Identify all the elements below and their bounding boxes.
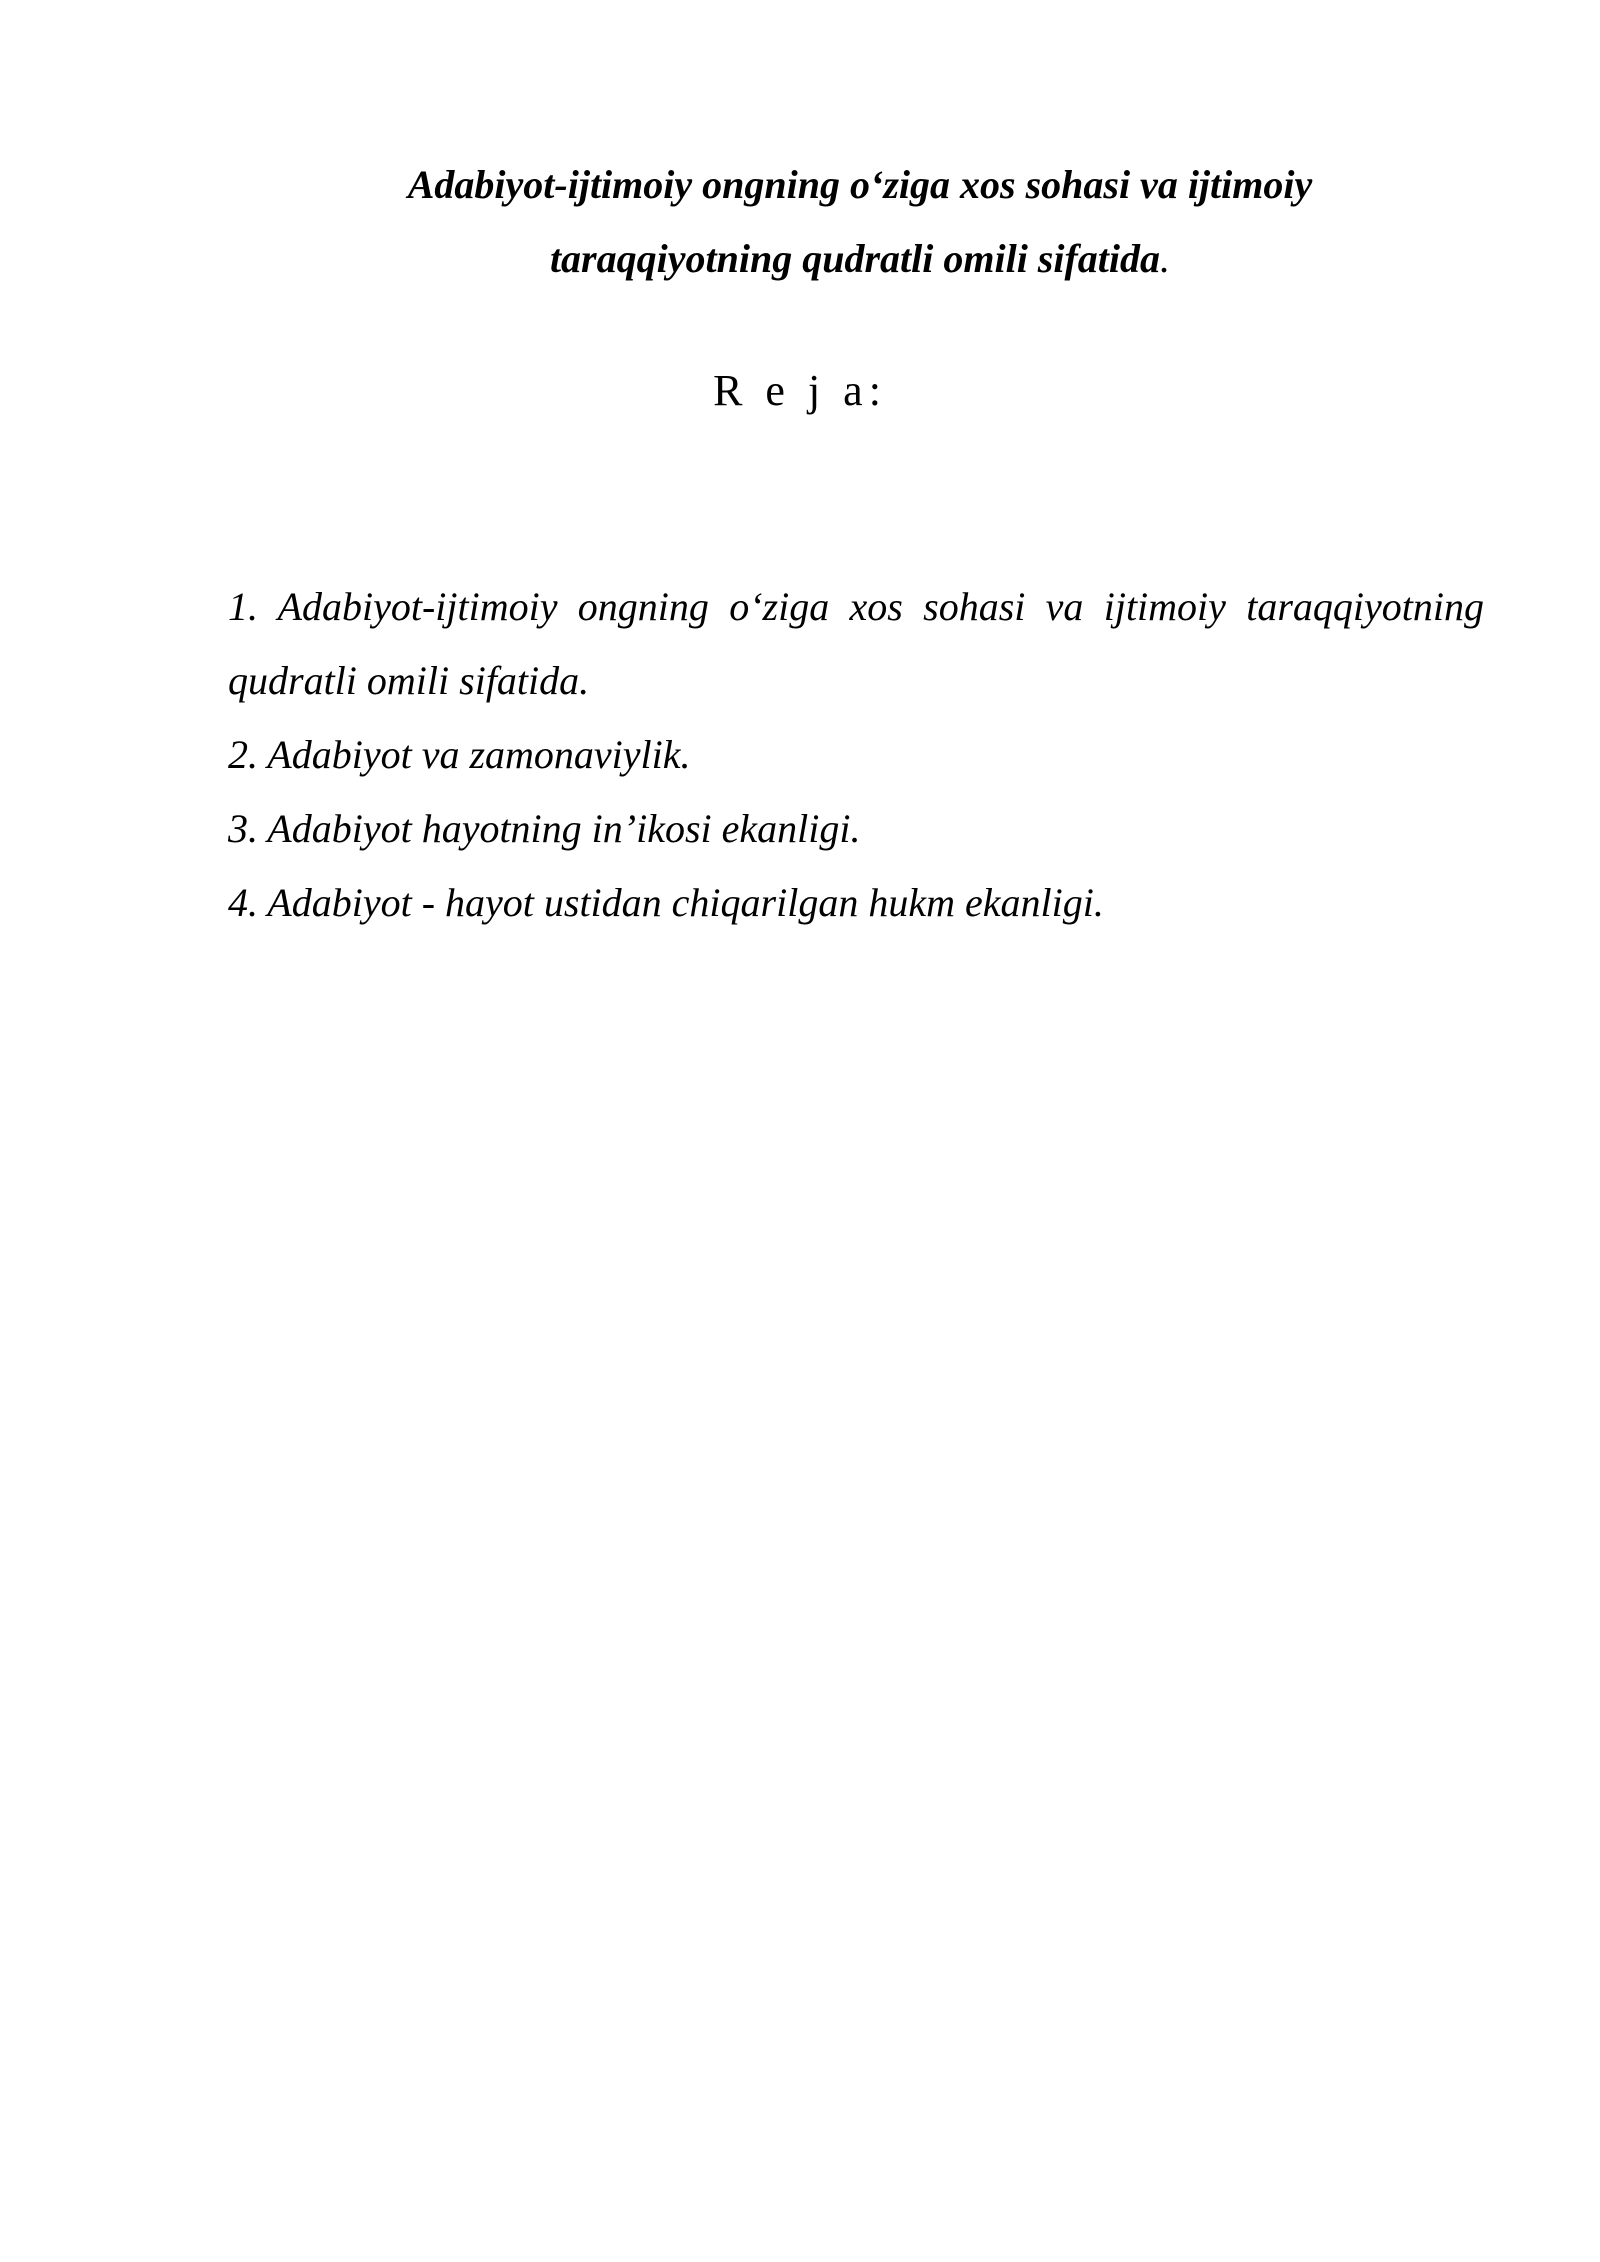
- plan-list: [228, 570, 1484, 940]
- title-line-2: taraqqiyotning qudratli omili sifatida: [549, 236, 1161, 281]
- title-trailing-period: .: [1160, 236, 1171, 281]
- title-line-1: Adabiyot-ijtimoiy ongning o‘ziga xos sohasi va ijtimoiy: [407, 162, 1313, 207]
- plan-item-1: 1. Adabiyot-ijtimoiy ongning o‘ziga xos sohasi va ijtimoiy taraqqiyotning qudratli omili sifatida.: [228, 584, 1484, 703]
- plan-item-3: 3. Adabiyot hayotning in’ikosi ekanligi.: [228, 806, 861, 851]
- plan-item-4: 4. Adabiyot - hayot ustidan chiqarilgan hukm ekanligi.: [228, 880, 1104, 925]
- plan-heading: R e j a:: [713, 366, 887, 415]
- document-title: [230, 148, 1490, 296]
- plan-item-2: 2. Adabiyot va zamonaviylik.: [228, 732, 691, 777]
